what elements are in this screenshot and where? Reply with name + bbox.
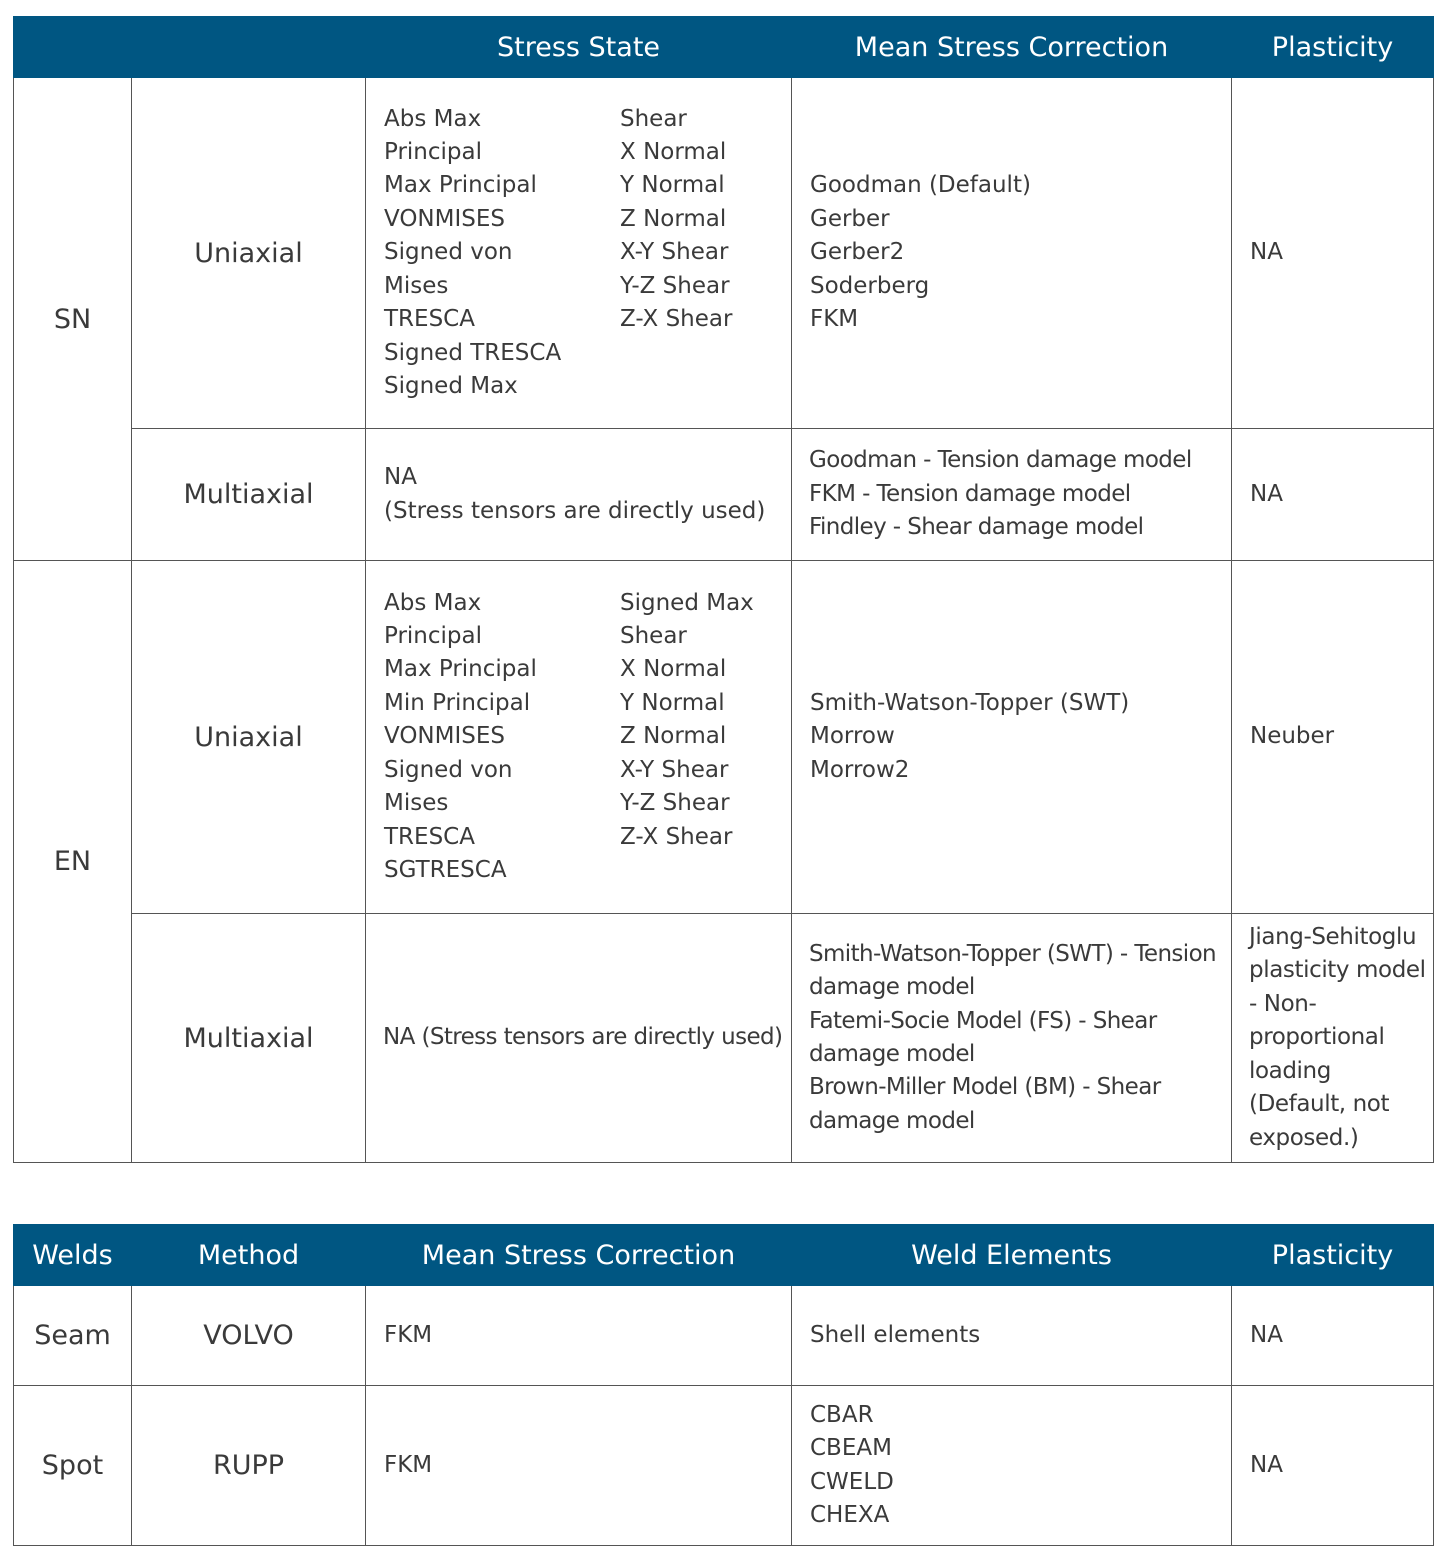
- header-mean-stress-correction: Mean Stress Correction: [792, 17, 1232, 78]
- stress-list-col1: [384, 587, 620, 888]
- en-multiaxial-label: Multiaxial: [132, 914, 366, 1163]
- header-blank: [14, 17, 366, 78]
- weld-plasticity: NA: [1232, 1386, 1434, 1546]
- list-item: VONMISES: [384, 205, 505, 232]
- stress-list-col1: [384, 103, 620, 404]
- list-item: Abs Max: [384, 105, 482, 132]
- list-item: Principal: [384, 139, 483, 166]
- list-item: Signed von: [384, 756, 513, 783]
- list-item: Shear: [620, 105, 687, 132]
- list-item: X-Y Shear: [620, 756, 729, 783]
- list-item: Min Principal: [384, 689, 531, 716]
- list-item: Fatemi-Socie Model (FS) - Shear damage model: [809, 1007, 1157, 1067]
- list-item: VONMISES: [384, 723, 505, 750]
- en-uniaxial-mean-stress: [792, 561, 1232, 914]
- en-multiaxial-mean-stress: [792, 914, 1232, 1163]
- list-item: Mises: [384, 790, 449, 817]
- sn-label: SN: [14, 78, 132, 561]
- en-uniaxial-plasticity: Neuber: [1232, 561, 1434, 914]
- en-label: EN: [14, 561, 132, 1163]
- list-item: Smith-Watson-Topper (SWT): [810, 689, 1130, 716]
- list-item: Signed Max: [620, 589, 754, 616]
- en-uniaxial-label: Uniaxial: [132, 561, 366, 914]
- list-item: TRESCA: [384, 823, 475, 850]
- list-item: Goodman (Default): [810, 172, 1031, 199]
- sn-multiaxial-stress-state: [366, 429, 792, 561]
- list-item: Shell elements: [810, 1321, 981, 1348]
- list-item: Soderberg: [810, 272, 930, 299]
- table-row: [14, 914, 1434, 1163]
- list-item: Signed TRESCA: [384, 339, 562, 366]
- list-item: TRESCA: [384, 306, 475, 333]
- sn-uniaxial-stress-state: [366, 78, 792, 429]
- header-method: Method: [132, 1225, 366, 1286]
- list-item: CWELD: [810, 1468, 894, 1495]
- list-item: Findley - Shear damage model: [809, 514, 1144, 541]
- list-item: Y-Z Shear: [620, 790, 730, 817]
- table-row: [14, 1386, 1434, 1546]
- weld-method: VOLVO: [132, 1286, 366, 1386]
- weld-method: RUPP: [132, 1386, 366, 1546]
- header-row: [14, 1225, 1434, 1286]
- list-item: Shear: [620, 623, 687, 650]
- list-item: Y-Z Shear: [620, 272, 730, 299]
- weld-methods-table: [13, 1224, 1434, 1546]
- list-item: Max Principal: [384, 656, 537, 683]
- fatigue-methods-table: [13, 16, 1434, 1163]
- list-item: Y Normal: [620, 689, 725, 716]
- list-item: Signed von: [384, 239, 513, 266]
- header-row: [14, 17, 1434, 78]
- weld-elements: [792, 1286, 1232, 1386]
- list-item: (Stress tensors are directly used): [384, 497, 766, 524]
- list-item: Mises: [384, 272, 449, 299]
- sn-uniaxial-plasticity: NA: [1232, 78, 1434, 429]
- list-item: FKM: [810, 306, 859, 333]
- list-item: Morrow2: [810, 756, 910, 783]
- list-item: Gerber: [810, 205, 890, 232]
- list-item: Y Normal: [620, 172, 725, 199]
- weld-plasticity: NA: [1232, 1286, 1434, 1386]
- list-item: Abs Max: [384, 589, 482, 616]
- table-row: [14, 561, 1434, 914]
- list-item: Morrow: [810, 723, 895, 750]
- list-item: X-Y Shear: [620, 239, 729, 266]
- list-item: Max Principal: [384, 172, 537, 199]
- weld-mean-stress: FKM: [366, 1386, 792, 1546]
- list-item: Smith-Watson-Topper (SWT) - Tension damage model: [809, 940, 1217, 1001]
- stress-list-col2: [620, 587, 791, 888]
- list-item: Z Normal: [620, 723, 727, 750]
- header-plasticity: Plasticity: [1232, 17, 1434, 78]
- list-item: Signed Max: [384, 372, 518, 399]
- header-plasticity: Plasticity: [1232, 1225, 1434, 1286]
- en-multiaxial-plasticity: Jiang-Sehitoglu plasticity model - Non-proportional loading (Default, not exposed.): [1232, 914, 1434, 1163]
- header-weld-elements: Weld Elements: [792, 1225, 1232, 1286]
- header-mean-stress-correction: Mean Stress Correction: [366, 1225, 792, 1286]
- weld-type: Spot: [14, 1386, 132, 1546]
- list-item: Z-X Shear: [620, 306, 733, 333]
- sn-uniaxial-mean-stress: [792, 78, 1232, 429]
- list-item: Brown-Miller Model (BM) - Shear damage model: [809, 1074, 1161, 1134]
- list-item: X Normal: [620, 139, 727, 166]
- list-item: Z-X Shear: [620, 823, 733, 850]
- sn-uniaxial-label: Uniaxial: [132, 78, 366, 429]
- list-item: SGTRESCA: [384, 856, 507, 883]
- header-stress-state: Stress State: [366, 17, 792, 78]
- weld-type: Seam: [14, 1286, 132, 1386]
- weld-elements: [792, 1386, 1232, 1546]
- list-item: CBEAM: [810, 1435, 892, 1462]
- sn-multiaxial-mean-stress: [792, 429, 1232, 561]
- table-row: [14, 429, 1434, 561]
- list-item: FKM - Tension damage model: [809, 480, 1131, 507]
- sn-multiaxial-label: Multiaxial: [132, 429, 366, 561]
- weld-mean-stress: FKM: [366, 1286, 792, 1386]
- list-item: X Normal: [620, 656, 727, 683]
- en-uniaxial-stress-state: [366, 561, 792, 914]
- header-welds: Welds: [14, 1225, 132, 1286]
- list-item: Goodman - Tension damage model: [809, 447, 1192, 474]
- list-item: Gerber2: [810, 239, 905, 266]
- list-item: NA: [384, 464, 417, 491]
- list-item: CBAR: [810, 1401, 874, 1428]
- stress-list-col2: [620, 103, 791, 404]
- table-row: [14, 78, 1434, 429]
- list-item: CHEXA: [810, 1501, 890, 1528]
- sn-multiaxial-plasticity: NA: [1232, 429, 1434, 561]
- table-row: [14, 1286, 1434, 1386]
- en-multiaxial-stress-state: NA (Stress tensors are directly used): [366, 914, 792, 1163]
- list-item: Z Normal: [620, 205, 727, 232]
- list-item: Principal: [384, 623, 483, 650]
